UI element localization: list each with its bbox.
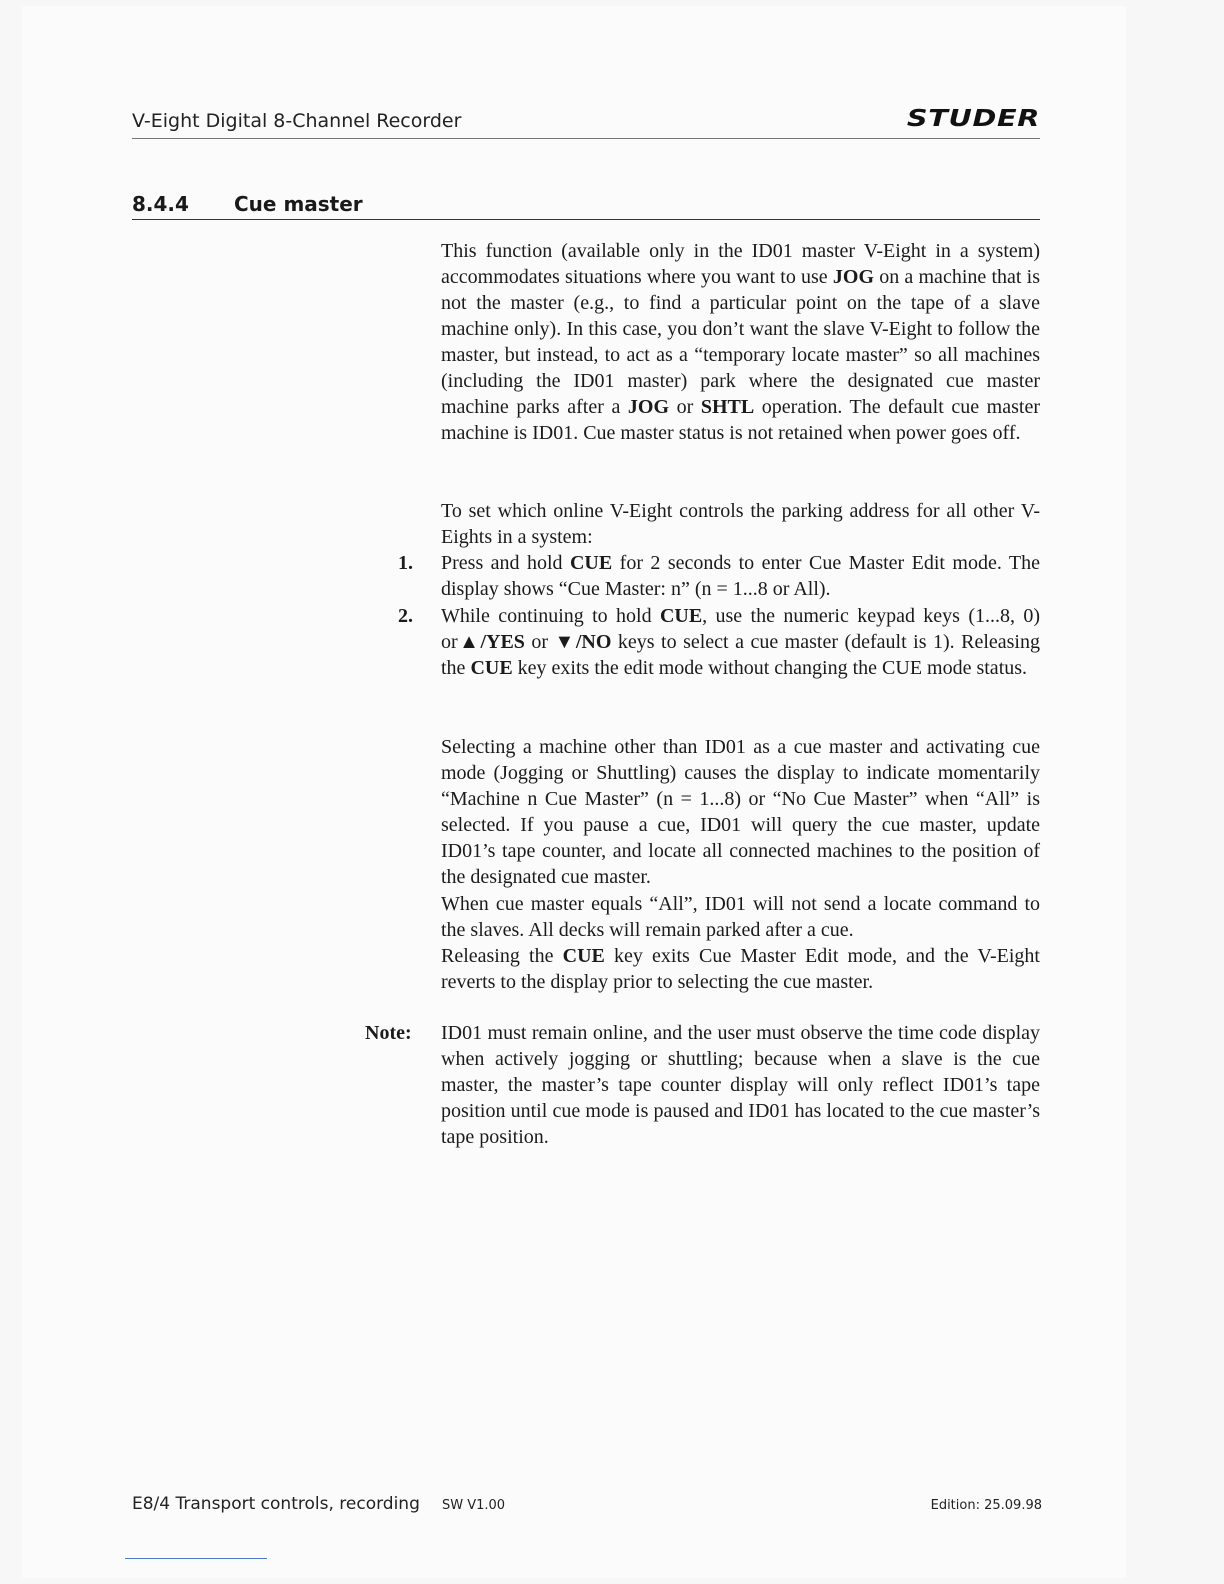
- releasing-paragraph: [441, 943, 1040, 995]
- footer-software-version: SW V1.00: [442, 1498, 506, 1513]
- text-run: operation. The default cue master machine is ID01. Cue master status is not retained when power goes off.: [441, 396, 1040, 444]
- step-1-number: 1.: [398, 552, 413, 574]
- all-case-paragraph: [441, 891, 1040, 943]
- text-run: or: [524, 631, 555, 653]
- section-title: Cue master: [234, 192, 363, 216]
- text-run: Selecting a machine other than ID01 as a cue master and activating cue mode (Jogging or Shuttling) causes the display to indicate momentarily “Machine n Cue Master” (n = 1...8) or “No Cue Master” when “All” is selected. If you pause a cue, ID01 will query the cue master, update ID01’s tape counter, and locate all connected machines to the position of the designated cue master.: [441, 736, 1040, 888]
- bold-term: ▼/NO: [554, 631, 612, 653]
- text-run: While continuing to hold: [441, 605, 660, 627]
- selecting-paragraph: [441, 734, 1040, 890]
- text-run: Press and hold: [441, 552, 570, 574]
- bold-term: ▲/YES: [457, 631, 525, 653]
- header-divider: [132, 138, 1040, 139]
- text-run: Releasing the: [441, 945, 563, 967]
- step-2-text: [441, 603, 1040, 681]
- section-divider: [132, 219, 1040, 220]
- text-run: , use the numeric keypad keys (1...8, 0) or: [441, 605, 1040, 653]
- step-1-text: [441, 550, 1040, 602]
- text-run: key exits Cue Master Edit mode, and the V-Eight reverts to the display prior to selecting the cue master.: [441, 945, 1040, 993]
- intro-paragraph: [441, 238, 1040, 446]
- text-run: on a machine that is not the master (e.g., to find a particular point on the tape of a slave machine only). In this case, you don’t want the slave V-Eight to follow the master, but instead, to act as a “temporary locate master” so all machines (including the ID01 master) park where the designated cue master machine parks after a: [441, 266, 1040, 418]
- text-run: ID01 must remain online, and the user must observe the time code display when actively jogging or shuttling; because when a slave is the cue master, the master’s tape counter display will only reflect ID01’s tape position until cue mode is paused and ID01 has located to the cue master’s tape position.: [441, 1022, 1040, 1148]
- brand-logo: STUDER: [906, 106, 1040, 132]
- text-run: When cue master equals “All”, ID01 will not send a locate command to the slaves. All decks will remain parked after a cue.: [441, 893, 1040, 941]
- bold-term: CUE: [562, 945, 605, 967]
- step-2-number: 2.: [398, 605, 413, 627]
- text-run: keys to select a cue master (default is 1). Releasing the: [441, 631, 1040, 679]
- note-text: [441, 1020, 1040, 1150]
- text-run: This function (available only in the ID01 master V-Eight in a system) accommodates situations where you want to use: [441, 240, 1040, 288]
- bold-term: CUE: [659, 605, 703, 627]
- footer-chapter: E8/4 Transport controls, recording: [132, 1494, 420, 1514]
- setup-paragraph: [441, 498, 1040, 550]
- text-run: key exits the edit mode without changing the CUE mode status.: [512, 657, 1028, 679]
- header-title: V-Eight Digital 8-Channel Recorder: [132, 110, 462, 132]
- footnote-rule: [125, 1558, 267, 1559]
- section-number: 8.4.4: [132, 192, 189, 216]
- text-run: To set which online V-Eight controls the parking address for all other V-Eights in a system:: [441, 500, 1040, 548]
- bold-term: JOG: [627, 396, 670, 418]
- footer-edition: Edition: 25.09.98: [930, 1498, 1042, 1513]
- bold-term: SHTL: [700, 396, 755, 418]
- text-run: or: [669, 396, 701, 418]
- note-label: Note:: [365, 1022, 412, 1044]
- bold-term: CUE: [470, 657, 513, 679]
- text-run: for 2 seconds to enter Cue Master Edit mode. The display shows “Cue Master: n” (n = 1...8 or All).: [441, 552, 1040, 600]
- bold-term: CUE: [569, 552, 613, 574]
- bold-term: JOG: [832, 266, 875, 288]
